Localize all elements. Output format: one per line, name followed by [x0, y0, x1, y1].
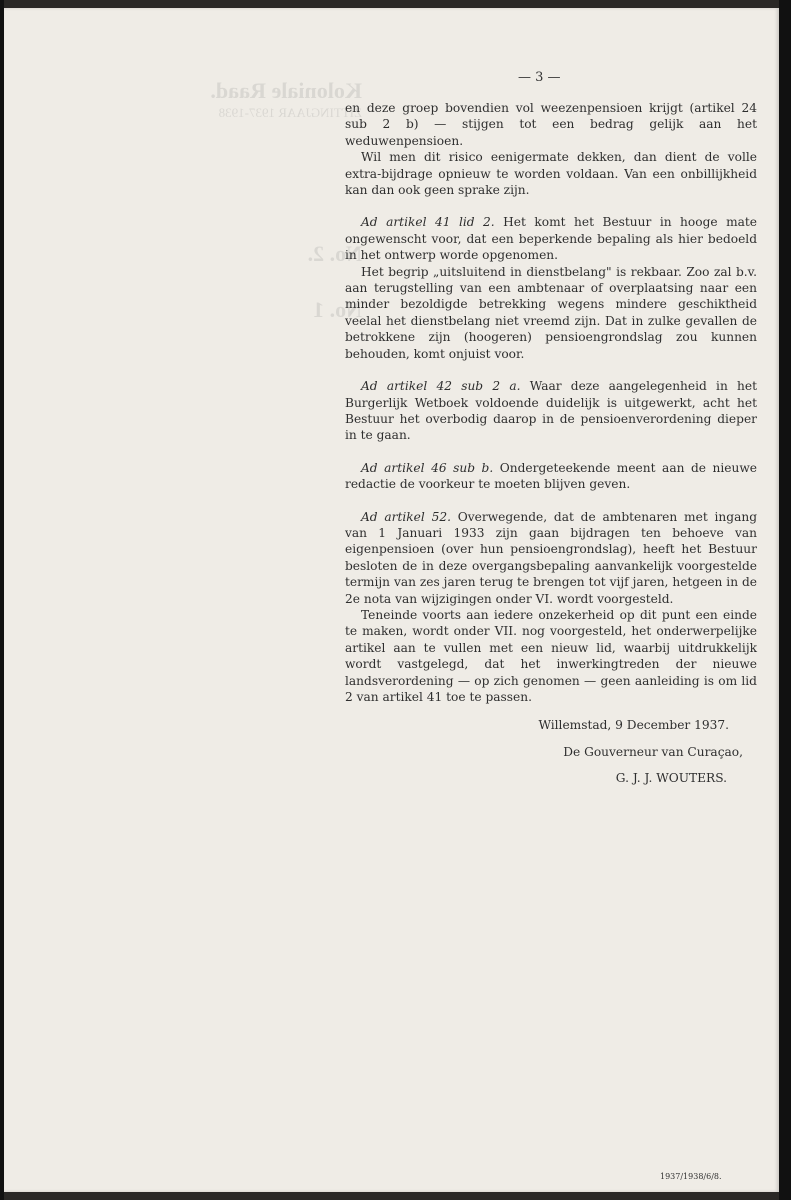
bleed-heading: Koloniale Raad.: [210, 78, 362, 103]
article-reference: Ad artikel 41 lid 2.: [361, 215, 495, 230]
right-scan-edge: [779, 0, 791, 1200]
section-paragraph: [345, 378, 757, 444]
paragraph-text: Teneinde voorts aan iedere onzekerheid op dit punt een einde te maken, wordt onder VII. nog voorgesteld, het onderwerpelijke artikel aan te vullen met een nieuw lid, waarbij uitdrukkelijk wordt vastgelegd, dat het inwerkingtreden der nieuwe landsverordening — op zich genomen — geen aanleiding is om lid 2 van artikel 41 toe te passen.: [345, 607, 757, 704]
paragraph-text: Het komt het Bestuur in hooge mate ongewenscht voor, dat een beperkende bepaling als hier bedoeld in het ontwerp worde opgenomen.: [345, 215, 758, 263]
article-reference: Ad artikel 46 sub b.: [361, 460, 494, 475]
paragraph-text: Overwegende, dat de ambtenaren met ingang van 1 Januari 1933 zijn gaan bijdragen ten behoeve van eigenpensioen (over hun pensioengrondslag), heeft het Bestuur besloten de in deze overgangsbepaling aanvankelijk voorgestelde termijn van zes jaren terug te brengen tot vijf jaren, hetgeen in de 2e nota van wijzigingen onder VI. wordt voorgesteld.: [345, 509, 757, 606]
footer-code: 1937/1938/6/8.: [660, 1172, 722, 1181]
paragraph-text: en deze groep bovendien vol weezenpensioen krijgt (artikel 24 sub 2 b) — stijgen tot een bedrag gelijk aan het weduwenpensioen.: [345, 101, 757, 148]
paragraph: [345, 149, 757, 198]
signature-place-date: Willemstad, 9 December 1937.: [538, 718, 729, 733]
article-reference: Ad artikel 52.: [361, 509, 451, 524]
article-reference: Ad artikel 42 sub 2 a.: [361, 379, 521, 394]
paragraph: [345, 100, 757, 149]
section-paragraph: [345, 509, 757, 607]
bleed-line: ZITTINGJAAR 1937-1938: [218, 105, 362, 120]
paragraph-text: Waar deze aangelegenheid in het Burgerlijk Wetboek voldoende duidelijk is uitgewerkt, acht het Bestuur het overbodig daarop in de pensioenverordening dieper in te gaan.: [345, 379, 757, 443]
bleed-through-text: [62, 78, 362, 778]
bleed-label-2: No. 1: [313, 297, 362, 322]
bleed-label: No. 2.: [307, 241, 362, 266]
paragraph-text: Het begrip „uitsluitend in dienstbelang" is rekbaar. Zoo zal b.v. aan terugstelling van een ambtenaar of overplaatsing naar een minder bezoldigde betrekking wegens mindere geschiktheid veelal het dienstbelang niet vreemd zijn. Dat in zulke gevallen de betrokkene zijn (hoogeren) pensioengrondslag zou kunnen behouden, komt onjuist voor.: [345, 264, 757, 361]
section-paragraph: [345, 214, 757, 263]
signature-role: De Gouverneur van Curaçao,: [563, 744, 743, 759]
body-paragraphs: [345, 100, 757, 705]
page-number: — 3 —: [518, 70, 561, 85]
paragraph-text: Wil men dit risico eenigermate dekken, dan dient de volle extra-bijdrage opnieuw te worden voldaan. Van een onbillijkheid kan dan ook geen sprake zijn.: [345, 150, 757, 198]
section-paragraph: [345, 460, 757, 493]
paragraph: [345, 607, 757, 705]
paragraph-text: Ondergeteekende meent aan de nieuwe redactie de voorkeur te moeten blijven geven.: [345, 460, 757, 492]
paragraph: [345, 264, 757, 362]
signature-name: G. J. J. WOUTERS.: [615, 771, 727, 786]
text-column: [345, 100, 757, 787]
